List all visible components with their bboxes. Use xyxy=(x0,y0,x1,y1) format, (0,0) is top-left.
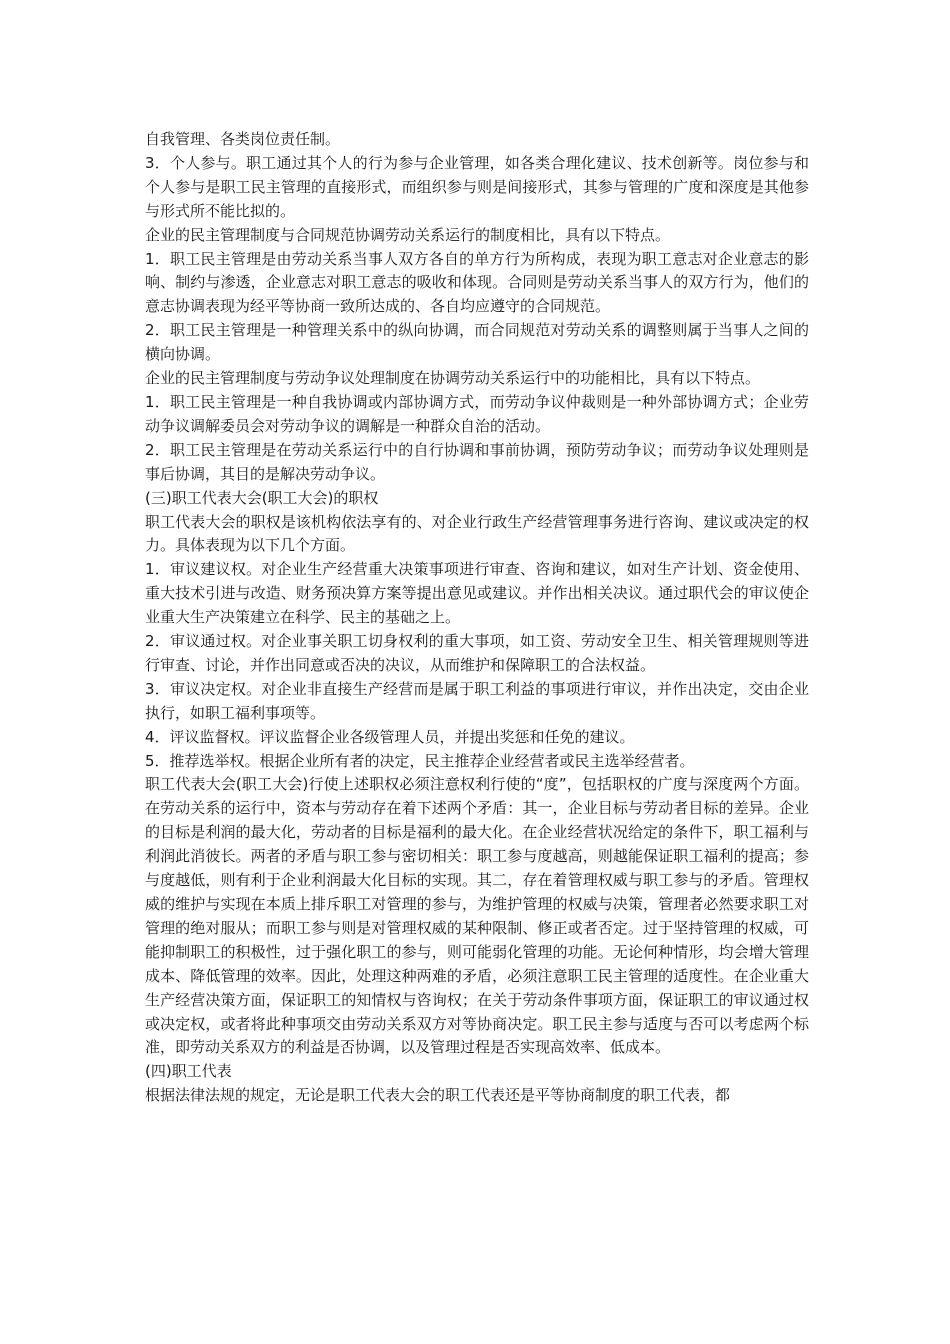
paragraph-15: 5．推荐选举权。根据企业所有者的决定，民主推荐企业经营者或民主选举经营者。 xyxy=(145,751,695,770)
paragraph-7: 1．职工民主管理是一种自我协调或内部协调方式，而劳动争议仲裁则是一种外部协调方式；企业劳动争议调解委员会对劳动争议的调解是一种群众自治的活动。 xyxy=(145,392,809,435)
paragraph-3: 企业的民主管理制度与合同规范协调劳动关系运行的制度相比，具有以下特点。 xyxy=(145,225,671,244)
section-heading-4: (四)职工代表 xyxy=(145,1062,232,1081)
paragraph-12: 2．审议通过权。对企业事关职工切身权利的重大事项，如工资、劳动安全卫生、相关管理规则等进行审查、讨论，并作出同意或否决的决议，从而维护和保障职工的合法权益。 xyxy=(145,632,809,674)
paragraph-18: 根据法律法规的规定，无论是职工代表大会的职工代表还是平等协商制度的职工代表，都 xyxy=(145,1086,731,1105)
paragraph-8: 2．职工民主管理是在劳动关系运行中的自行协调和事前协调，预防劳动争议；而劳动争议处理则是事后协调，其目的是解决劳动争议。 xyxy=(145,440,809,483)
paragraph-2: 3．个人参与。职工通过其个人的行为参与企业管理，如各类合理化建议、技术创新等。岗位参与和个人参与是职工民主管理的直接形式，而组织参与则是间接形式，其参与管理的广度和深度是其他参与形式所不能比拟的。 xyxy=(145,153,809,220)
paragraph-6: 企业的民主管理制度与劳动争议处理制度在协调劳动关系运行中的功能相比，具有以下特点。 xyxy=(145,369,761,388)
paragraph-10: 职工代表大会的职权是该机构依法享有的、对企业行政生产经营管理事务进行咨询、建议或决定的权力。具体表现为以下几个方面。 xyxy=(145,512,809,555)
paragraph-4: 1．职工民主管理是由劳动关系当事人双方各自的单方行为所构成，表现为职工意志对企业意志的影响、制约与渗透，企业意志对职工意志的吸收和体现。合同则是劳动关系当事人的双方行为，他们的意志协调表现为经平等协商一致所达成的、各自均应遵守的合同规范。 xyxy=(145,249,809,316)
paragraph-16: 职工代表大会(职工大会)行使上述职权必须注意权利行使的“度”，包括职权的广度与深度两个方面。在劳动关系的运行中，资本与劳动存在着下述两个矛盾：其一，企业目标与劳动者目标的差异。企业的目标是利润的最大化，劳动者的目标是福利的最大化。在企业经营状况给定的条件下，职工福利与利润此消彼长。两者的矛盾与职工参与密切相关：职工参与度越高，则越能保证职工福利的提高；参与度越低，则有利于企业利润最大化目标的实现。其二，存在着管理权威与职工参与的矛盾。管理权威的维护与实现在本质上排斥职工对管理的参与，为维护管理的权威与决策，管理者必然要求职工对管理的绝对服从；而职工参与则是对管理权威的某种限制、修正或者否定。过于坚持管理的权威，可能抑制职工的积极性，过于强化职工的参与，则可能弱化管理的功能。无论何种情形，均会增大管理成本、降低管理的效率。因此，处理这种两难的矛盾，必须注意职工民主管理的适度性。在企业重大生产经营决策方面，保证职工的知情权与咨询权；在关于劳动条件事项方面，保证职工的审议通过权或决定权，或者将此种事项交由劳动关系双方对等协商决定。职工民主参与适度与否可以考虑两个标准，即劳动关系双方的利益是否协调，以及管理过程是否实现高效率、低成本。 xyxy=(145,775,809,1057)
paragraph-1: 自我管理、各类岗位责任制。 xyxy=(145,130,341,148)
paragraph-13: 3．审议决定权。对企业非直接生产经营而是属于职工利益的事项进行审议，并作出决定，交由企业执行，如职工福利事项等。 xyxy=(145,679,809,722)
document-body xyxy=(145,128,809,1108)
section-heading-3: (三)职工代表大会(职工大会)的职权 xyxy=(145,488,379,507)
paragraph-14: 4．评议监督权。评议监督企业各级管理人员，并提出奖惩和任免的建议。 xyxy=(145,727,635,746)
paragraph-5: 2．职工民主管理是一种管理关系中的纵向协调，而合同规范对劳动关系的调整则属于当事人之间的横向协调。 xyxy=(145,321,809,364)
paragraph-11: 1．审议建议权。对企业生产经营重大决策事项进行审查、咨询和建议，如对生产计划、资金使用、重大技术引进与改造、财务预决算方案等提出意见或建议。并作出相关决议。通过职代会的审议使企业重大生产决策建立在科学、民主的基础之上。 xyxy=(145,560,809,627)
